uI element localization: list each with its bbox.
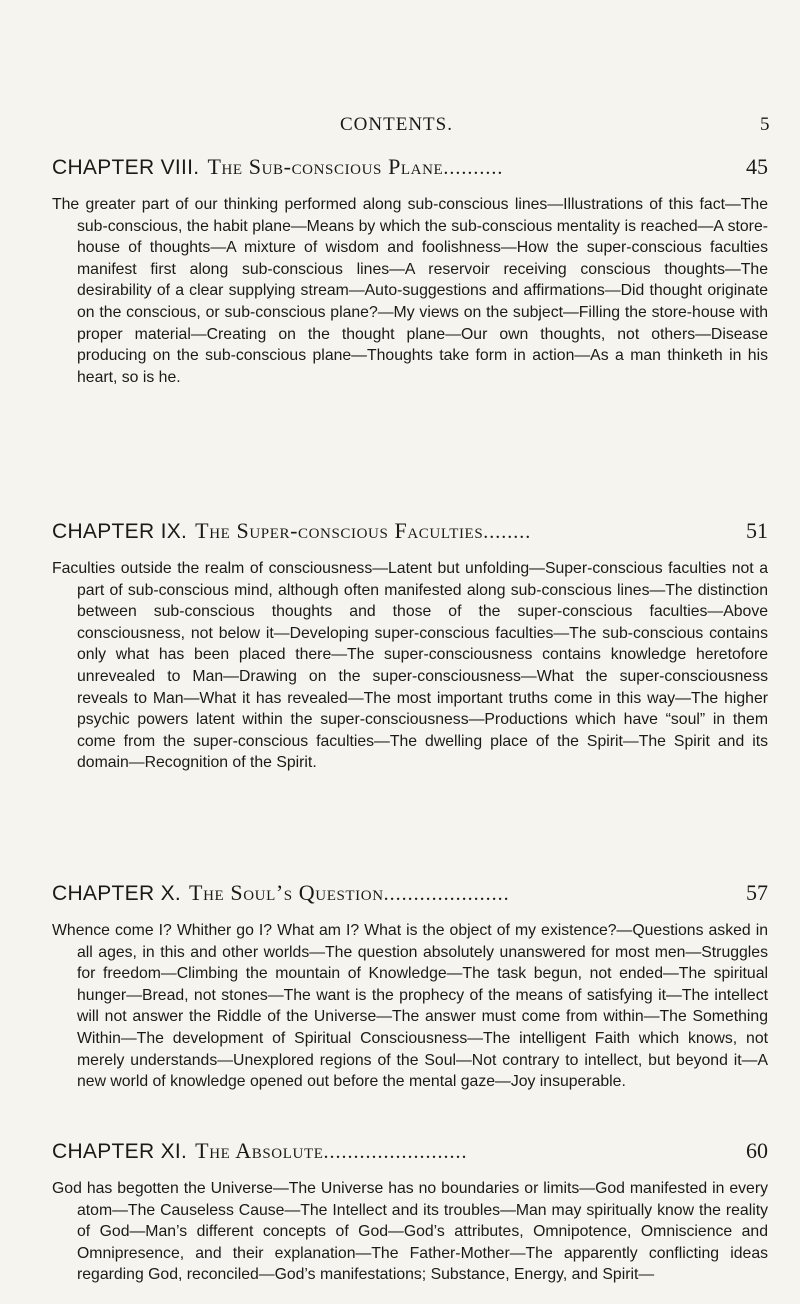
chapter-label: CHAPTER X. [52, 882, 182, 905]
chapter-entry-x [0, 880, 800, 1093]
dot-leader: ..................... [383, 883, 510, 905]
chapter-label: CHAPTER XI. [52, 1140, 188, 1163]
running-head [0, 114, 800, 138]
running-head-title: CONTENTS. [340, 114, 453, 135]
page-number: 5 [760, 114, 771, 135]
chapter-label: CHAPTER IX. [52, 520, 188, 543]
chapter-heading [52, 518, 768, 548]
dot-leader: ........................ [323, 1141, 468, 1163]
chapter-summary: Faculties outside the realm of consciousness—Latent but unfolding—Super-conscious faculties not a part of sub-conscious mind, although often manifested along sub-conscious lines—The distinction between sub-conscious thoughts and those of the super-conscious faculties—Above consciousness, not below it—Developing super-conscious faculties—The sub-conscious contains only what has been placed there—The super-consciousness contains knowledge heretofore unrevealed to Man—Drawing on the super-consciousness—What the super-consciousness reveals to Man—What it has revealed—The most important truths come in this way—The higher psychic powers latent within the super-consciousness—Productions which have “soul” in them come from the super-conscious faculties—The dwelling place of the Spirit—The Spirit and its domain—Recognition of the Spirit. [52, 560, 768, 772]
chapter-entry-viii [0, 154, 800, 388]
chapter-title: The Absolute [195, 1138, 324, 1163]
dot-leader: ........ [483, 521, 532, 543]
chapter-summary: Whence come I? Whither go I? What am I? What is the object of my existence?—Questions asked in all ages, in this and other worlds—The question absolutely unanswered for most men—Struggles for freedom—Climbing the mountain of Knowledge—The task begun, not ended—The spiritual hunger—Bread, not stones—The want is the prophecy of the means of satisfying it—The intellect will not answer the Riddle of the Universe—The answer must come from within—The Something Within—The development of Spiritual Consciousness—The intelligent Faith which knows, not merely understands—Unexplored regions of the Soul—Not contrary to intellect, but beyond it—A new world of knowledge opened out before the mental gaze—Joy insuperable. [52, 922, 768, 1091]
chapter-heading [52, 880, 768, 910]
chapter-title: The Super-conscious Faculties [195, 518, 484, 543]
chapter-entry-ix [0, 518, 800, 774]
chapter-page-number: 57 [742, 880, 768, 906]
chapter-summary: God has begotten the Universe—The Universe has no boundaries or limits—God manifested in every atom—The Causeless Cause—The Intellect and its troubles—Man may spiritually know the reality of God—Man’s different concepts of God—God’s attributes, Omnipotence, Omniscience and Omnipresence, and their explanation—The Father-Mother—The apparently conflicting ideas regarding God, reconciled—God’s manifestations; Substance, Energy, and Spirit— [52, 1180, 768, 1284]
chapter-page-number: 51 [742, 518, 768, 544]
chapter-heading [52, 1138, 768, 1168]
chapter-label: CHAPTER VIII. [52, 156, 200, 179]
chapter-title: The Soul’s Question [189, 880, 384, 905]
chapter-entry-xi [0, 1138, 800, 1286]
chapter-title: The Sub-conscious Plane [207, 154, 444, 179]
chapter-page-number: 60 [742, 1138, 768, 1164]
chapter-heading [52, 154, 768, 184]
chapter-summary: The greater part of our thinking performed along sub-conscious lines—Illustrations of this fact—The sub-conscious, the habit plane—Means by which the sub-conscious mentality is reached—A store-house of thoughts—A mixture of wisdom and foolishness—How the super-conscious faculties manifest first along sub-conscious lines—A reservoir receiving conscious thoughts—The desirability of a clear supplying stream—Auto-suggestions and affirmations—Did thought originate on the conscious, or sub-conscious plane?—My views on the subject—Filling the store-house with proper material—Creating on the thought plane—Our own thoughts, not others—Disease producing on the sub-conscious plane—Thoughts take form in action—As a man thinketh in his heart, so is he. [52, 196, 768, 386]
dot-leader: .......... [443, 157, 504, 179]
chapter-page-number: 45 [742, 154, 768, 180]
